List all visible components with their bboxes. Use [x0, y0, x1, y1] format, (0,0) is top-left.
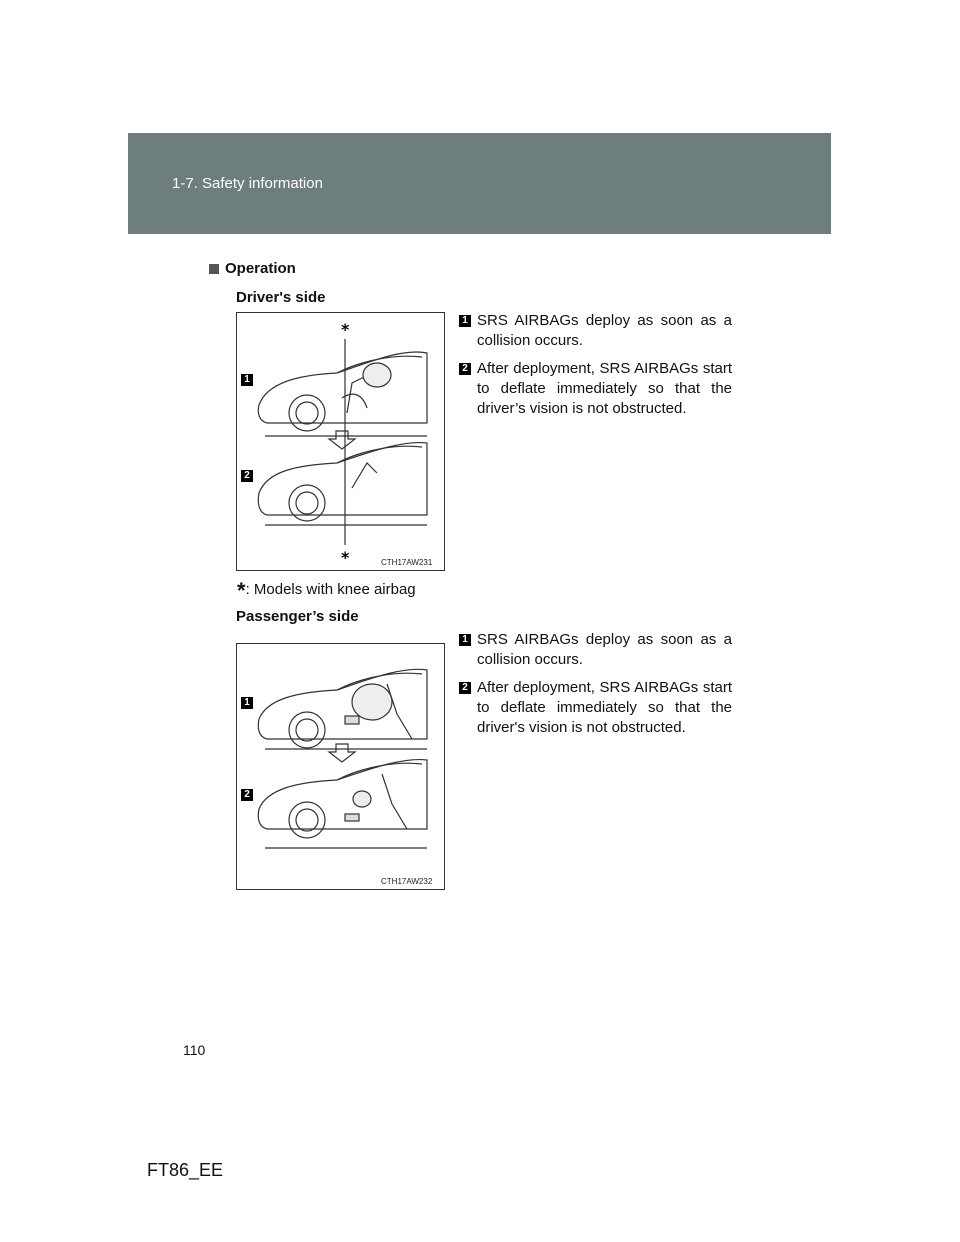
- list-item: [459, 630, 732, 670]
- drivers-step-list: [459, 311, 732, 427]
- figure-code: CTH17AW232: [381, 877, 433, 886]
- fig-star-bottom: *: [341, 548, 350, 567]
- drivers-side-figure: [236, 312, 445, 571]
- passengers-step-list: [459, 630, 732, 746]
- figure-code: CTH17AW231: [381, 558, 433, 567]
- list-item: [459, 311, 732, 351]
- page-header: [128, 133, 831, 234]
- fig-callout-2: 2: [241, 470, 253, 482]
- step-number: 2: [459, 363, 471, 375]
- footnote: [237, 578, 416, 604]
- drivers-airbag-illustration: [237, 313, 444, 570]
- drivers-side-subhead: Driver's side: [236, 289, 326, 306]
- page-number: 110: [183, 1042, 206, 1058]
- passengers-airbag-illustration: [237, 644, 444, 889]
- list-item: [459, 678, 732, 738]
- bullet-square-icon: [209, 264, 219, 274]
- header-title: 1-7. Safety information: [172, 175, 323, 192]
- passengers-side-figure: [236, 643, 445, 890]
- fig-star-top: *: [341, 320, 350, 339]
- section-heading-text: Operation: [225, 260, 296, 277]
- step-text: After deployment, SRS AIRBAGs start to deflate immediately so that the driver’s vision is not obstructed.: [477, 360, 732, 417]
- step-text: After deployment, SRS AIRBAGs start to deflate immediately so that the driver's vision is not obstructed.: [477, 679, 732, 736]
- step-number: 2: [459, 682, 471, 694]
- step-number: 1: [459, 315, 471, 327]
- step-number: 1: [459, 634, 471, 646]
- fig-callout-1: 1: [241, 374, 253, 386]
- step-text: SRS AIRBAGs deploy as soon as a collision occurs.: [477, 631, 732, 668]
- passengers-side-subhead: Passenger’s side: [236, 608, 359, 625]
- list-item: [459, 359, 732, 419]
- footnote-text: : Models with knee airbag: [245, 581, 416, 598]
- model-code: FT86_EE: [147, 1160, 224, 1180]
- fig-callout-2: 2: [241, 789, 253, 801]
- step-text: SRS AIRBAGs deploy as soon as a collision occurs.: [477, 312, 732, 349]
- fig-callout-1: 1: [241, 697, 253, 709]
- section-heading: [209, 260, 296, 277]
- footnote-star: *: [237, 578, 246, 603]
